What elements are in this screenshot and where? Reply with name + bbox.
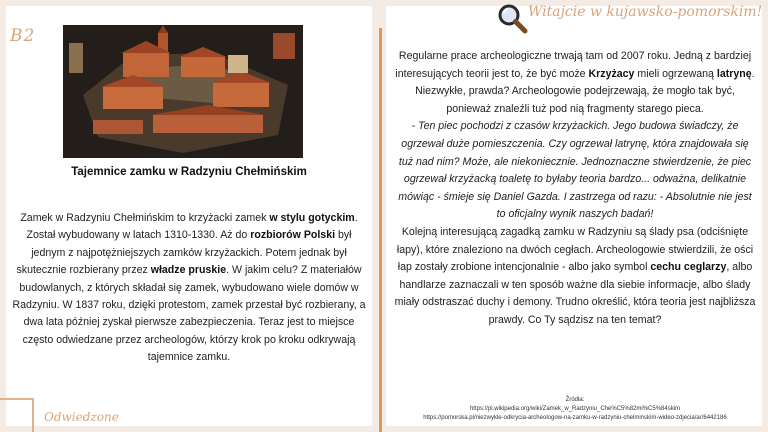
castle-model-illustration [63,25,303,158]
sources-label: Źródła: [565,397,585,403]
castle-model-photo[interactable] [63,25,303,158]
highlight-brickmakers-guild: cechu ceglarzy [650,261,727,274]
footer-corner-frame [0,398,34,432]
sources-block [394,396,756,423]
center-divider [379,28,382,432]
slide-badge: B2 [10,26,36,46]
left-article-text: Zamek w Radzyniu Chełmińskim to krzyżacki zamek w stylu gotyckim. Został wybudowany w latach 1310-1330. Aż do rozbiorów Polski był jednym z najpotężniejszych zamków krzyżackich. Potem jednak był skutecznie rozbierany przez władze pruskie. W jakim celu? Z materiałów budowlanych, z których składał się zamek, wybudowano wiele domów w Radzyniu. W 1837 roku, dzięki protestom, zamek przestał być rozbierany, a dwa lata później zyskał pierwsze zabezpieczenia. Teraz jest to miejsce często odwiedzane przez archeologów, którzy krok po kroku odkrywają tajemnice zamku. [12,212,366,364]
source-link-wikipedia[interactable]: https://pl.wikipedia.org/wiki/Zamek_w_Radzyniu_Che%C5%82mi%C5%84skim [469,406,681,412]
magnifier-icon [496,2,528,34]
highlight-prussian-authorities: władze pruskie [150,264,227,277]
visited-label: Odwiedzone [44,410,119,424]
quote-text: - Ten piec pochodzi z czasów krzyżackich. Jego budowa świadczy, że ogrzewał duże pomieszczenia. Czy ogrzewał latrynę, która znajdowała się tuż nad nim? Może, ale niekoniecznie. Jednoznaczne stwierdzenie, że piec ogrzewał krzyżacką toaletę to byłaby teoria bardzo... odważna, delikatnie mówiąc - śmieje się Daniel Gazda. I zastrzega od razu: - Absolutnie nie jest to oficjalny wynik naszych badań! [398,120,752,221]
welcome-text: Witajcie w kujawsko-pomorskim! [528,4,763,20]
article-title: Tajemnice zamku w Radzyniu Chełmińskim [71,166,307,178]
highlight-partitions: rozbiorów Polski [250,229,336,242]
highlight-gothic: w stylu gotyckim [269,212,355,224]
highlight-latrine: latrynę [716,67,752,80]
right-article-text: Regularne prace archeologiczne trwają tam od 2007 roku. Jedną z bardziej interesujących teorii jest to, że być może Krzyżacy mieli ogrzewaną latrynę. Niezwykłe, prawda? Archeologowie podejrzewają, że mogło tak być, ponieważ znaleźli tuż pod nią fragmenty starego pieca. - Ten piec pochodzi z czasów krzyżackich. Jego budowa świadczy, że ogrzewał duże pomieszczenia. Czy ogrzewał latrynę, która znajdowała się tuż nad nim? Może, ale niekoniecznie. Jednoznaczne stwierdzenie, że piec ogrzewał krzyżacką toaletę to byłaby teoria bardzo... odważna, delikatnie mówiąc - śmieje się Daniel Gazda. I zastrzega od razu: - Absolutnie nie jest to oficjalny wynik naszych badań! Kolejną interesującą zagadką zamku w Radzyniu są ślady psa (odciśnięte łapy), które znaleziono na dwóch cegłach. Archeologowie stwierdzili, że ości łap zostały zrobione intencjonalnie - albo jako symbol cechu ceglarzy, albo handlarze zaznaczali w ten sposób ważne dla siebie informacje, albo ślady miały odstraszać duchy i demony. Trudno określić, która teoria jest najbliższa prawdy. Co Ty sądzisz na ten temat? [394,50,756,326]
highlight-teutonic: Krzyżacy [588,67,635,80]
source-link-pomorska[interactable]: https://pomorska.pl/niezwykle-odkrycia-archeologow-na-zamku-w-radzyniu-chelminskim-wideo-zdjecia/ar/6442186 [423,415,727,421]
